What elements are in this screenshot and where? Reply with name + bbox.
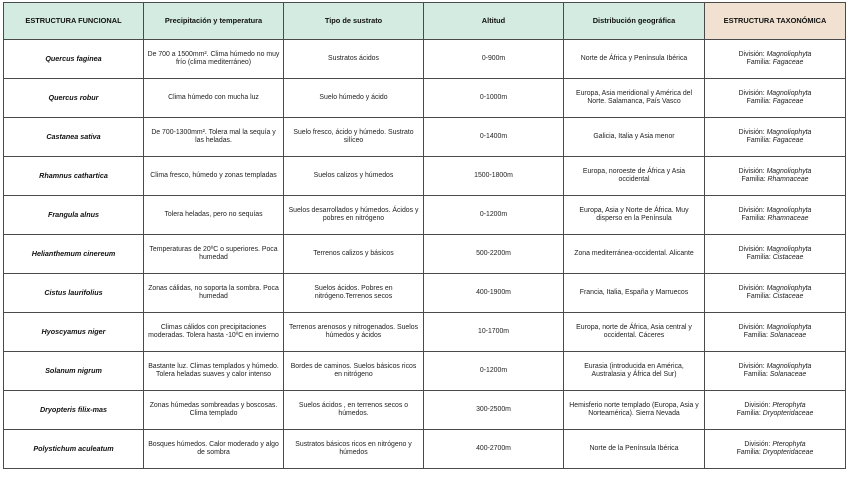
precipitation-cell: Bastante luz. Climas templados y húmedo. Tolera heladas suaves y calor intenso: [144, 352, 284, 391]
table-row: [4, 196, 846, 235]
precipitation-cell: De 700 a 1500mm². Clima húmedo no muy frío (clima mediterráneo): [144, 40, 284, 79]
precipitation-cell: Zonas húmedas sombreadas y boscosas. Clima templado: [144, 391, 284, 430]
taxonomy-cell: [705, 40, 846, 79]
table-row: [4, 274, 846, 313]
taxonomy-cell: [705, 157, 846, 196]
family-value: Solanaceae: [769, 371, 807, 378]
family-label: Familia:: [746, 98, 773, 105]
division-label: División:: [738, 284, 767, 292]
family-label: Familia:: [741, 215, 768, 222]
substrate-cell: Sustratos ácidos: [284, 40, 424, 79]
table-row: [4, 157, 846, 196]
species-name: Solanum nigrum: [4, 352, 144, 391]
family-value: Dryopteridaceae: [762, 449, 814, 456]
substrate-cell: Terrenos arenosos y nitrogenados. Suelos húmedos y ácidos: [284, 313, 424, 352]
taxonomy-cell: [705, 79, 846, 118]
division-value: Pterophyta: [772, 440, 806, 448]
family-value: Rhamnaceae: [767, 176, 809, 183]
division-value: Magnoliophyta: [766, 89, 812, 97]
precipitation-cell: Clima húmedo con mucha luz: [144, 79, 284, 118]
distribution-cell: Hemisferio norte templado (Europa, Asia y Norteamérica). Sierra Nevada: [564, 391, 705, 430]
precipitation-cell: Bosques húmedos. Calor moderado y algo de sombra: [144, 430, 284, 469]
altitude-cell: 400-2700m: [424, 430, 564, 469]
precipitation-cell: De 700-1300mm². Tolera mal la sequía y las heladas.: [144, 118, 284, 157]
distribution-cell: Francia, Italia, España y Marruecos: [564, 274, 705, 313]
division-label: División:: [744, 440, 773, 448]
altitude-cell: 1500-1800m: [424, 157, 564, 196]
family-value: Rhamnaceae: [767, 215, 809, 222]
altitude-cell: 0-1200m: [424, 196, 564, 235]
species-name: Hyoscyamus niger: [4, 313, 144, 352]
family-label: Familia:: [746, 59, 773, 66]
family-label: Familia:: [741, 176, 768, 183]
distribution-cell: Norte de la Península Ibérica: [564, 430, 705, 469]
family-label: Familia:: [746, 293, 773, 300]
table-row: [4, 79, 846, 118]
altitude-cell: 0-1000m: [424, 79, 564, 118]
species-name: Polystichum aculeatum: [4, 430, 144, 469]
header-sustrato: Tipo de sustrato: [284, 3, 424, 40]
precipitation-cell: Zonas cálidas, no soporta la sombra. Poca humedad: [144, 274, 284, 313]
substrate-cell: Suelos ácidos. Pobres en nitrógeno.Terrenos secos: [284, 274, 424, 313]
division-label: División:: [738, 128, 767, 136]
family-label: Familia:: [736, 449, 763, 456]
species-table: [3, 2, 846, 469]
taxonomy-cell: [705, 235, 846, 274]
family-label: Familia:: [746, 137, 773, 144]
division-value: Magnoliophyta: [766, 50, 812, 58]
division-label: División:: [738, 167, 767, 175]
header-precipitacion: Precipitación y temperatura: [144, 3, 284, 40]
division-label: División:: [744, 401, 773, 409]
header-altitud: Altitud: [424, 3, 564, 40]
division-label: División:: [738, 206, 767, 214]
header-distribucion: Distribución geográfica: [564, 3, 705, 40]
precipitation-cell: Climas cálidos con precipitaciones moderadas. Tolera hasta -10ºC en invierno: [144, 313, 284, 352]
taxonomy-cell: [705, 118, 846, 157]
distribution-cell: Europa, Asia meridional y América del Norte. Salamanca, País Vasco: [564, 79, 705, 118]
family-value: Solanaceae: [769, 332, 807, 339]
family-label: Familia:: [736, 410, 763, 417]
substrate-cell: Bordes de caminos. Suelos básicos ricos en nitrógeno: [284, 352, 424, 391]
species-name: Frangula alnus: [4, 196, 144, 235]
precipitation-cell: Clima fresco, húmedo y zonas templadas: [144, 157, 284, 196]
family-value: Cistaceae: [772, 254, 804, 261]
species-name: Castanea sativa: [4, 118, 144, 157]
substrate-cell: Terrenos calizos y básicos: [284, 235, 424, 274]
division-value: Pterophyta: [772, 401, 806, 409]
altitude-cell: 0-900m: [424, 40, 564, 79]
substrate-cell: Sustratos básicos ricos en nitrógeno y húmedos: [284, 430, 424, 469]
taxonomy-cell: [705, 196, 846, 235]
species-name: Quercus faginea: [4, 40, 144, 79]
taxonomy-cell: [705, 274, 846, 313]
division-label: División:: [738, 323, 767, 331]
table-header: [4, 3, 846, 40]
table-row: [4, 313, 846, 352]
division-value: Magnoliophyta: [766, 167, 812, 175]
distribution-cell: Europa, noroeste de África y Asia occidental: [564, 157, 705, 196]
distribution-cell: Galicia, Italia y Asia menor: [564, 118, 705, 157]
substrate-cell: Suelos calizos y húmedos: [284, 157, 424, 196]
distribution-cell: Europa, Asia y Norte de África. Muy disperso en la Península: [564, 196, 705, 235]
precipitation-cell: Temperaturas de 20ºC o superiores. Poca humedad: [144, 235, 284, 274]
division-label: División:: [738, 245, 767, 253]
species-name: Quercus robur: [4, 79, 144, 118]
table-row: [4, 430, 846, 469]
division-value: Magnoliophyta: [766, 323, 812, 331]
altitude-cell: 10-1700m: [424, 313, 564, 352]
distribution-cell: Eurasia (introducida en América, Australasia y África del Sur): [564, 352, 705, 391]
division-label: División:: [738, 362, 767, 370]
family-value: Fagaceae: [772, 137, 804, 144]
header-estructura-taxonomica: ESTRUCTURA TAXONÓMICA: [705, 3, 846, 40]
division-value: Magnoliophyta: [766, 128, 812, 136]
altitude-cell: 500-2200m: [424, 235, 564, 274]
division-label: División:: [738, 50, 767, 58]
species-name: Dryopteris filix-mas: [4, 391, 144, 430]
table-row: [4, 40, 846, 79]
altitude-cell: 400-1900m: [424, 274, 564, 313]
header-estructura-funcional: ESTRUCTURA FUNCIONAL: [4, 3, 144, 40]
division-value: Magnoliophyta: [766, 206, 812, 214]
species-name: Helianthemum cinereum: [4, 235, 144, 274]
taxonomy-cell: [705, 313, 846, 352]
family-label: Familia:: [746, 254, 773, 261]
family-label: Familia:: [743, 332, 770, 339]
family-value: Fagaceae: [772, 98, 804, 105]
species-name: Rhamnus cathartica: [4, 157, 144, 196]
distribution-cell: Zona mediterránea-occidental. Alicante: [564, 235, 705, 274]
substrate-cell: Suelos desarrollados y húmedos. Ácidos y pobres en nitrógeno: [284, 196, 424, 235]
distribution-cell: Europa, norte de África, Asia central y occidental. Cáceres: [564, 313, 705, 352]
division-label: División:: [738, 89, 767, 97]
taxonomy-cell: [705, 391, 846, 430]
division-value: Magnoliophyta: [766, 284, 812, 292]
distribution-cell: Norte de África y Península Ibérica: [564, 40, 705, 79]
taxonomy-cell: [705, 352, 846, 391]
table-row: [4, 235, 846, 274]
family-value: Cistaceae: [772, 293, 804, 300]
header-row: [4, 3, 846, 40]
substrate-cell: Suelos ácidos , en terrenos secos o húmedos.: [284, 391, 424, 430]
altitude-cell: 0-1400m: [424, 118, 564, 157]
family-value: Dryopteridaceae: [762, 410, 814, 417]
family-label: Familia:: [743, 371, 770, 378]
table-body: [4, 40, 846, 469]
division-value: Magnoliophyta: [766, 245, 812, 253]
species-name: Cistus laurifolius: [4, 274, 144, 313]
table-row: [4, 391, 846, 430]
division-value: Magnoliophyta: [766, 362, 812, 370]
altitude-cell: 300-2500m: [424, 391, 564, 430]
taxonomy-cell: [705, 430, 846, 469]
family-value: Fagaceae: [772, 59, 804, 66]
table-row: [4, 118, 846, 157]
substrate-cell: Suelo húmedo y ácido: [284, 79, 424, 118]
altitude-cell: 0-1200m: [424, 352, 564, 391]
table-row: [4, 352, 846, 391]
substrate-cell: Suelo fresco, ácido y húmedo. Sustrato silíceo: [284, 118, 424, 157]
precipitation-cell: Tolera heladas, pero no sequías: [144, 196, 284, 235]
